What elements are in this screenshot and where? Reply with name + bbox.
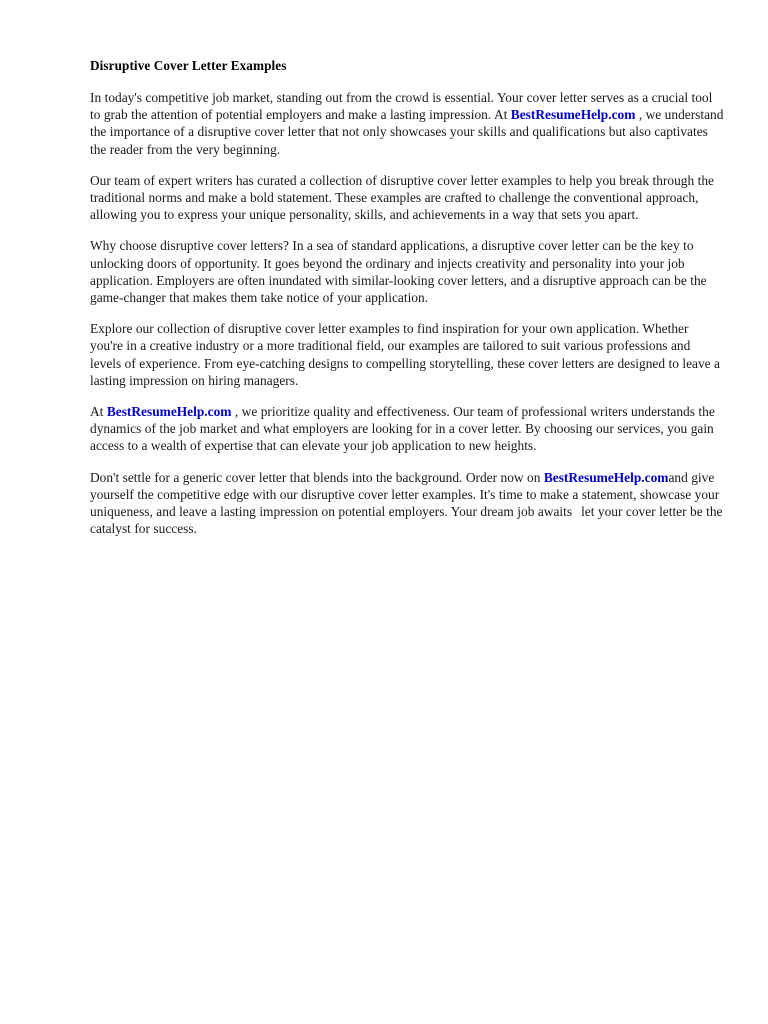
paragraph-text: In today's competitive job market, standing out from the crowd is essential. Your cover letter serves as a crucial tool to grab the attention of potential employers and make a lasting impression. At	[90, 90, 713, 123]
paragraph-text: Why choose disruptive cover letters? In a sea of standard applications, a disruptive cover letter can be the key to unlocking doors of opportunity. It goes beyond the ordinary and injects creativity and personality into your job application. Employers are often inundated with similar-looking cover letters, and a disruptive approach can be the game-changer that makes them take notice of your application.	[90, 238, 707, 306]
paragraph-expert-writers	[90, 172, 724, 224]
paragraph-text: and give yourself the competitive edge with our disruptive cover letter examples. It's time to make a statement, showcase your uniqueness, and leave a lasting impression on potential employers. Your dream job awaits	[90, 469, 720, 520]
paragraph-text: let your cover letter be the catalyst for success.	[90, 504, 723, 537]
paragraph-text: , we prioritize quality and effectiveness. Our team of professional writers understands the dynamics of the job market and what employers are looking for in a cover letter. By choosing our services, you gain access to a wealth of expertise that can elevate your job application to new heights.	[90, 404, 715, 454]
brand-link[interactable]: BestResumeHelp.com	[543, 469, 669, 485]
paragraph-text: , we understand the importance of a disruptive cover letter that not only showcases your skills and qualifications but also captivates the reader from the very beginning.	[90, 107, 724, 157]
brand-link[interactable]: BestResumeHelp.com	[510, 107, 636, 123]
paragraph-why-choose	[90, 237, 724, 306]
paragraph-explore-collection	[90, 320, 724, 389]
paragraph-text: At	[90, 404, 107, 420]
paragraph-quality-effectiveness	[90, 403, 724, 455]
document-body	[90, 58, 724, 537]
paragraph-call-to-action	[90, 469, 724, 538]
brand-link[interactable]: BestResumeHelp.com	[106, 404, 232, 420]
paragraph-intro	[90, 89, 724, 158]
page-title: Disruptive Cover Letter Examples	[90, 58, 287, 73]
paragraph-text: Explore our collection of disruptive cover letter examples to find inspiration for your own application. Whether you're in a creative industry or a more traditional field, our examples are tailored to suit various professions and levels of experience. From eye-catching designs to compelling storytelling, these cover letters are designed to leave a lasting impression on hiring managers.	[90, 321, 720, 388]
paragraph-text: Our team of expert writers has curated a collection of disruptive cover letter examples to help you break through the traditional norms and make a bold statement. These examples are crafted to challenge the conventional approach, allowing you to express your unique personality, skills, and achievements in a way that sets you apart.	[90, 172, 714, 223]
paragraph-text: Don't settle for a generic cover letter that blends into the background. Order now on	[90, 469, 544, 485]
